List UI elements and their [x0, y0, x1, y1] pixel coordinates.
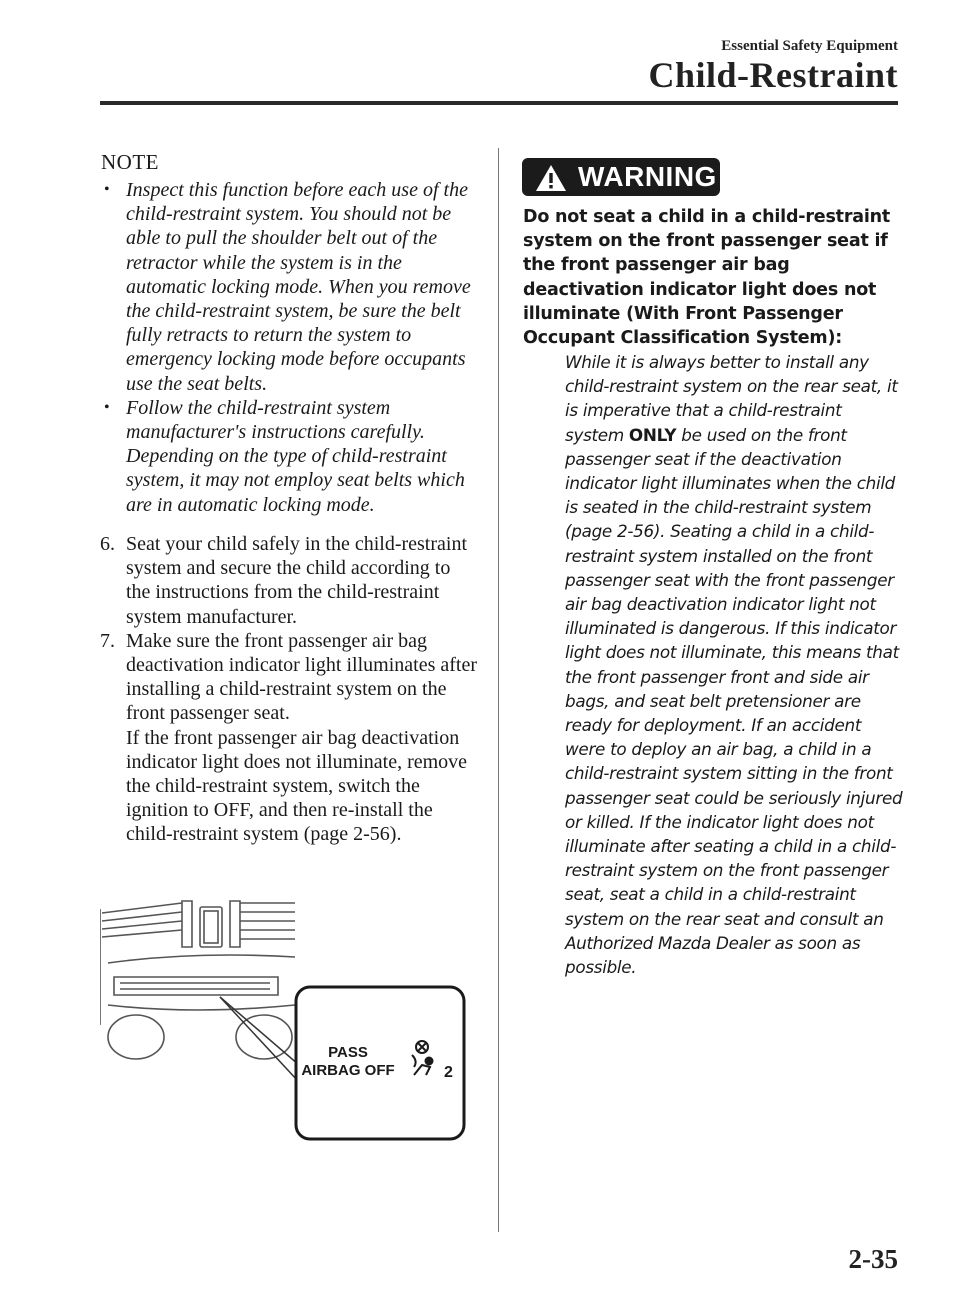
dashboard-illustration — [100, 895, 470, 1145]
column-divider — [498, 148, 499, 1232]
step-text-continued: If the front passenger air bag deactivation indicator light does not illuminate, remove the child-restraint system, switch the ignition to OFF, and then re-install the child-restraint system (page 2-56). — [126, 726, 468, 846]
step-number: 6. — [100, 533, 115, 555]
note-title: NOTE — [101, 150, 159, 174]
warning-body — [565, 350, 903, 979]
note-item-text: Inspect this function before each use of the child-restraint system. You should not be able to pull the shoulder belt out of the retractor while the system is in the automatic locking mode. When you remove the child-restraint system, be sure the belt fully retracts to return the system to emergency locking mode before occupants use the seat belts. — [126, 179, 471, 395]
step-item — [100, 532, 478, 629]
step-text: Make sure the front passenger air bag deactivation indicator light illuminates after installing a child-restraint system on the front passenger seat. — [126, 629, 477, 725]
warning-emphasis: ONLY — [628, 424, 677, 445]
warning-triangle-icon — [534, 163, 568, 193]
bullet-icon: • — [104, 398, 110, 416]
indicator-label-airbag-off: AIRBAG OFF — [301, 1062, 395, 1079]
indicator-label-pass: PASS — [328, 1044, 368, 1061]
dashboard-drawing — [100, 895, 470, 1145]
step-text: Seat your child safely in the child-restraint system and secure the child according to the instructions from the child-restraint system manufacturer. — [126, 533, 468, 628]
page-title: Child-Restraint — [648, 55, 898, 95]
header-rule — [100, 101, 898, 105]
warning-label: WARNING — [578, 161, 717, 192]
step-number: 7. — [100, 629, 115, 652]
note-item — [100, 178, 478, 396]
step-list — [100, 532, 478, 847]
bullet-icon: • — [104, 181, 110, 198]
note-item-text: Follow the child-restraint system manufacturer's instructions carefully. Depending on the type of child-restraint system, it may not employ seat belts which are in automatic locking mode. — [126, 396, 465, 516]
warning-badge — [522, 158, 720, 196]
page-number: 2-35 — [848, 1244, 898, 1274]
warning-body-text-continued: be used on the front passenger seat if the deactivation indicator light illuminates when the child is seated in the child-restraint system (page 2-56). Seating a child in a child-restraint system installed on the front passenger seat with the front passenger air bag deactivation indicator light not illuminated is dangerous. If this indicator light does not illuminate, this means that the front passenger front and side air bags, and seat belt pretensioner are ready for deployment. If an accident were to deploy an air bag, a child in a child-restraint system sitting in the front passenger seat could be seriously injured or killed. If the indicator light does not illuminate after seating a child in a child-restraint system on the front passenger seat, seat a child in a child-restraint system on the rear seat and consult an Authorized Mazda Dealer as soon as possible. — [565, 424, 903, 978]
section-header: Essential Safety Equipment — [721, 38, 898, 54]
note-list — [100, 178, 478, 517]
step-item — [100, 629, 478, 847]
warning-body-text: While it is always better to install any child-restraint system on the rear seat, it is imperative that a child-restraint system — [565, 352, 898, 445]
indicator-icon-number: 2 — [444, 1064, 453, 1081]
warning-heading: Do not seat a child in a child-restraint system on the front passenger seat if the front passenger air bag deactivation indicator light does not illuminate (With Front Passenger Occupant Classification System): — [523, 207, 891, 349]
note-item — [100, 396, 478, 517]
